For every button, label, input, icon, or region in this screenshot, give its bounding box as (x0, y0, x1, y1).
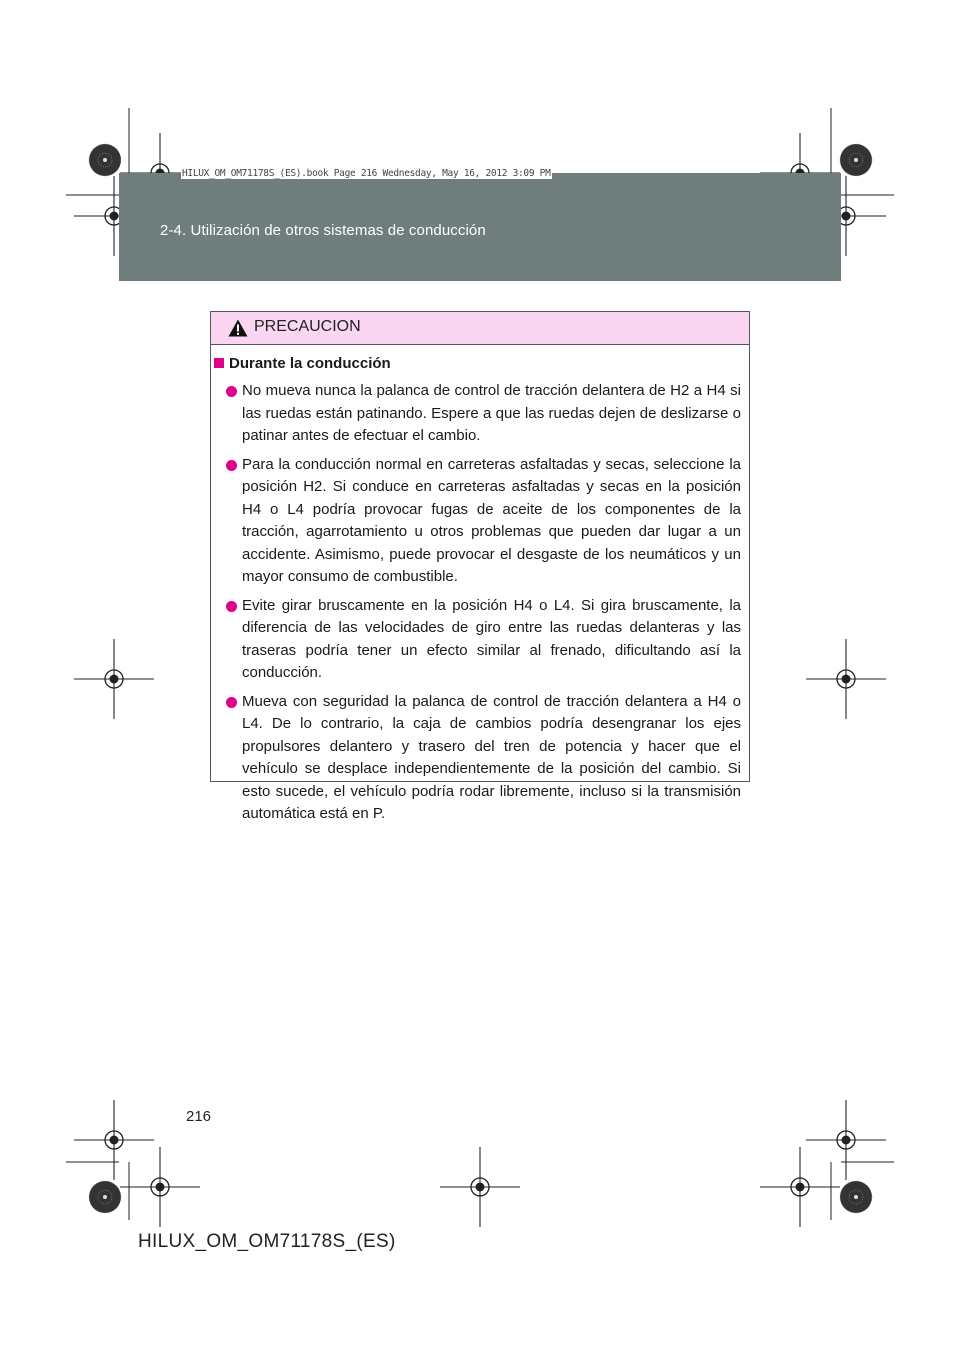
section-title: 2-4. Utilización de otros sistemas de conducción (160, 222, 486, 239)
caution-item-text: No mueva nunca la palanca de control de tracción delantera de H2 a H4 si las ruedas están patinando. Espere a que las ruedas dejen de deslizarse o patinar antes de efectuar el cambio. (242, 382, 741, 444)
caution-subheading (214, 353, 741, 375)
document-code: HILUX_OM_OM71178S_(ES) (138, 1231, 396, 1252)
caution-header (211, 312, 749, 345)
book-stamp: HILUX_OM_OM71178S_(ES).book Page 216 Wednesday, May 16, 2012 3:09 PM (182, 168, 551, 179)
round-bullet-icon (226, 460, 237, 471)
warning-triangle-icon (228, 319, 248, 337)
caution-item (211, 595, 741, 685)
caution-title: PRECAUCION (254, 318, 361, 335)
round-bullet-icon (226, 697, 237, 708)
round-bullet-icon (226, 601, 237, 612)
page-number: 216 (186, 1108, 212, 1125)
square-bullet-icon (214, 358, 224, 368)
caution-body (211, 345, 749, 826)
caution-item (211, 454, 741, 589)
caution-box (210, 311, 750, 822)
caution-item-text: Evite girar bruscamente en la posición H4 o L4. Si gira bruscamente, la diferencia de las velocidades de giro entre las ruedas delanteras y las traseras podría tener un efecto similar al frenado, dificultando así la conducción. (242, 596, 741, 681)
caution-item (211, 691, 741, 826)
caution-item-text: Mueva con seguridad la palanca de control de tracción delantera a H4 o L4. De lo contrario, la caja de cambios podría desengranar los ejes propulsores delantero y trasero del tren de potencia y hacer que el vehículo se desplace independientemente de la posición del cambio. Si esto sucede, el vehículo podría rodar libremente, incluso si la transmisión automática está en P. (242, 692, 741, 822)
caution-item (211, 380, 741, 448)
caution-subheading-text: Durante la conducción (229, 355, 391, 372)
round-bullet-icon (226, 386, 237, 397)
caution-item-text: Para la conducción normal en carreteras asfaltadas y secas, seleccione la posición H2. Si conduce en carreteras asfaltadas y secas en la posición H4 o L4 podría provocar fugas de aceite de los componentes de la tracción, agarrotamiento u otros problemas que pueden dar lugar a un accidente. Asimismo, puede provocar el desgaste de los neumáticos y un mayor consumo de combustible. (242, 455, 741, 585)
